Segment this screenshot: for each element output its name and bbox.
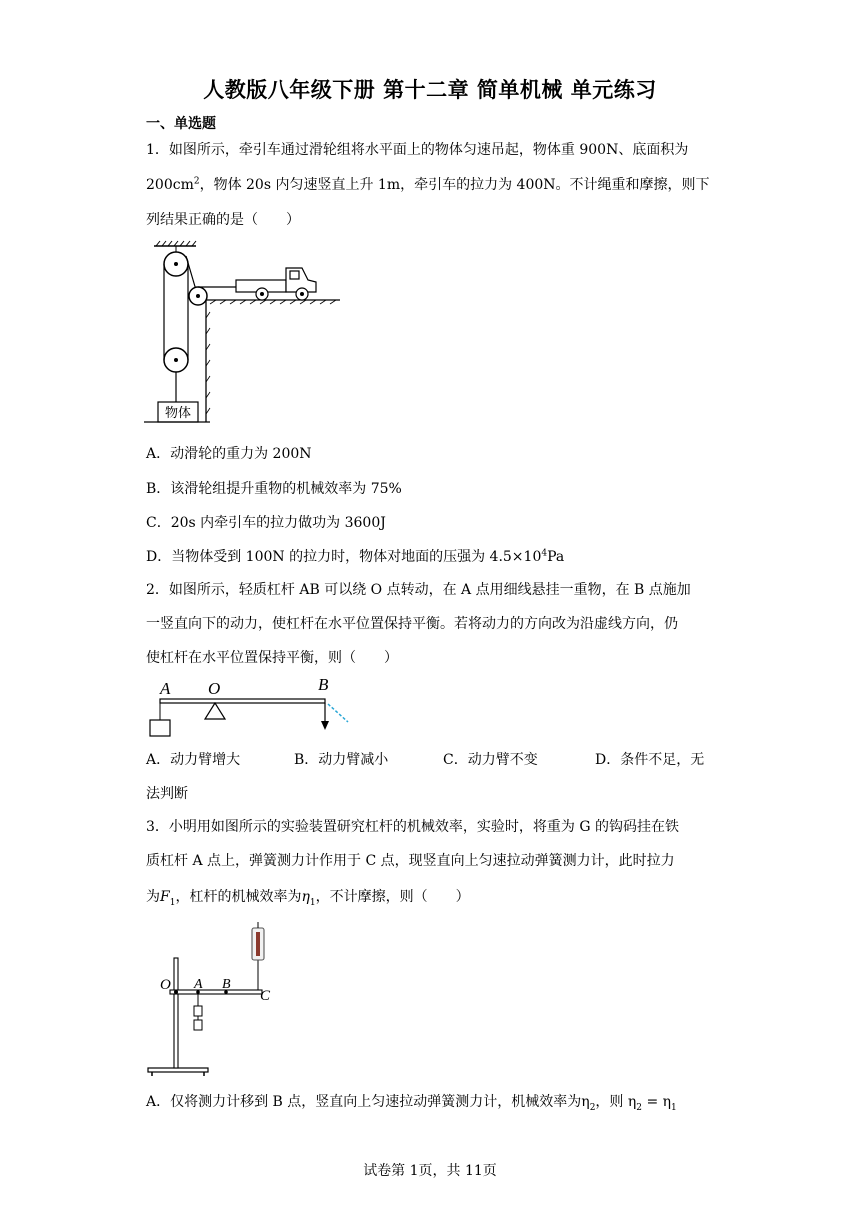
point-c-label: C: [260, 988, 271, 1004]
dashed-force-line: [328, 704, 348, 722]
point-a-label: A: [160, 679, 171, 698]
q3-stem-line3: 为$F_1$，杠杆的机械效率为$\eta_1$，不计摩擦，则（ ）: [146, 889, 470, 908]
q2-option-a[interactable]: A．动力臂增大: [146, 752, 241, 768]
page-title: 人教版八年级下册 第十二章 简单机械 单元练习: [203, 77, 657, 102]
lever-bar: [170, 990, 262, 994]
q2-option-d[interactable]: D．条件不足，无: [595, 752, 705, 768]
lever-bar: [160, 699, 325, 703]
q1-option-b[interactable]: B．该滑轮组提升重物的机械效率为 75%: [146, 481, 402, 497]
hanging-weight: [150, 720, 170, 736]
point-b-label: B: [318, 675, 329, 694]
tow-truck: [236, 268, 316, 300]
q2-option-d-continued: 法判断: [146, 786, 188, 802]
hook-weight-1: [194, 1006, 202, 1016]
q1-pulley-figure: [140, 238, 350, 430]
q3-apparatus-figure: [140, 922, 300, 1078]
q1-stem-line2: $200cm^2$，物体 20s 内匀速竖直上升 1m，牵引车的拉力为 400N。不计绳重和摩擦，则下: [146, 176, 710, 193]
q2-lever-figure: [140, 672, 360, 742]
q2-option-b[interactable]: B．动力臂减小: [294, 752, 389, 768]
hook-weight-2: [194, 1020, 202, 1030]
q2-stem-line1: 2．如图所示，轻质杠杆 AB 可以绕 O 点转动，在 A 点用细线悬挂一重物，在 B 点施加: [146, 582, 691, 598]
q2-stem-line3: 使杠杆在水平位置保持平衡，则（ ）: [146, 650, 398, 666]
point-o-label: O: [160, 977, 171, 993]
q2-stem-line2: 一竖直向下的动力，使杠杆在水平位置保持平衡。若将动力的方向改为沿虚线方向，仍: [146, 616, 678, 632]
page-footer: 试卷第 1页，共 11页: [363, 1163, 497, 1179]
q3-stem-line2: 质杠杆 A 点上，弹簧测力计作用于 C 点，现竖直向上匀速拉动弹簧测力计，此时拉力: [146, 853, 675, 869]
q2-option-c[interactable]: C．动力臂不变: [443, 752, 538, 768]
point-b-label: B: [222, 977, 231, 992]
q3-stem-line1: 3．小明用如图所示的实验装置研究杠杆的机械效率，实验时，将重为 G 的钩码挂在铁: [146, 819, 679, 835]
stand-base: [148, 1068, 208, 1072]
fulcrum-triangle: [205, 703, 225, 719]
point-a-label: A: [194, 977, 203, 992]
stand-rod: [174, 958, 178, 1068]
q3-option-a[interactable]: A．仅将测力计移到 B 点，竖直向上匀速拉动弹簧测力计，机械效率为$\eta_2$，则 $\eta_2 = \eta_1$: [146, 1094, 677, 1113]
section-heading: 一、单选题: [146, 116, 216, 132]
object-label: 物体: [164, 406, 192, 421]
q1-option-d[interactable]: D．当物体受到 100N 的拉力时，物体对地面的压强为 $4.5\times 10^4Pa$: [146, 548, 565, 565]
q1-stem-line3: 列结果正确的是（ ）: [146, 212, 300, 228]
q1-option-c[interactable]: C．20s 内牵引车的拉力做功为 3600J: [146, 515, 386, 531]
force-arrow: [321, 721, 329, 730]
q1-option-a[interactable]: A．动滑轮的重力为 200N: [146, 446, 312, 462]
q1-stem-line1: 1．如图所示，牵引车通过滑轮组将水平面上的物体匀速吊起，物体重 900N、底面积为: [146, 142, 689, 158]
point-o-label: O: [208, 679, 221, 698]
